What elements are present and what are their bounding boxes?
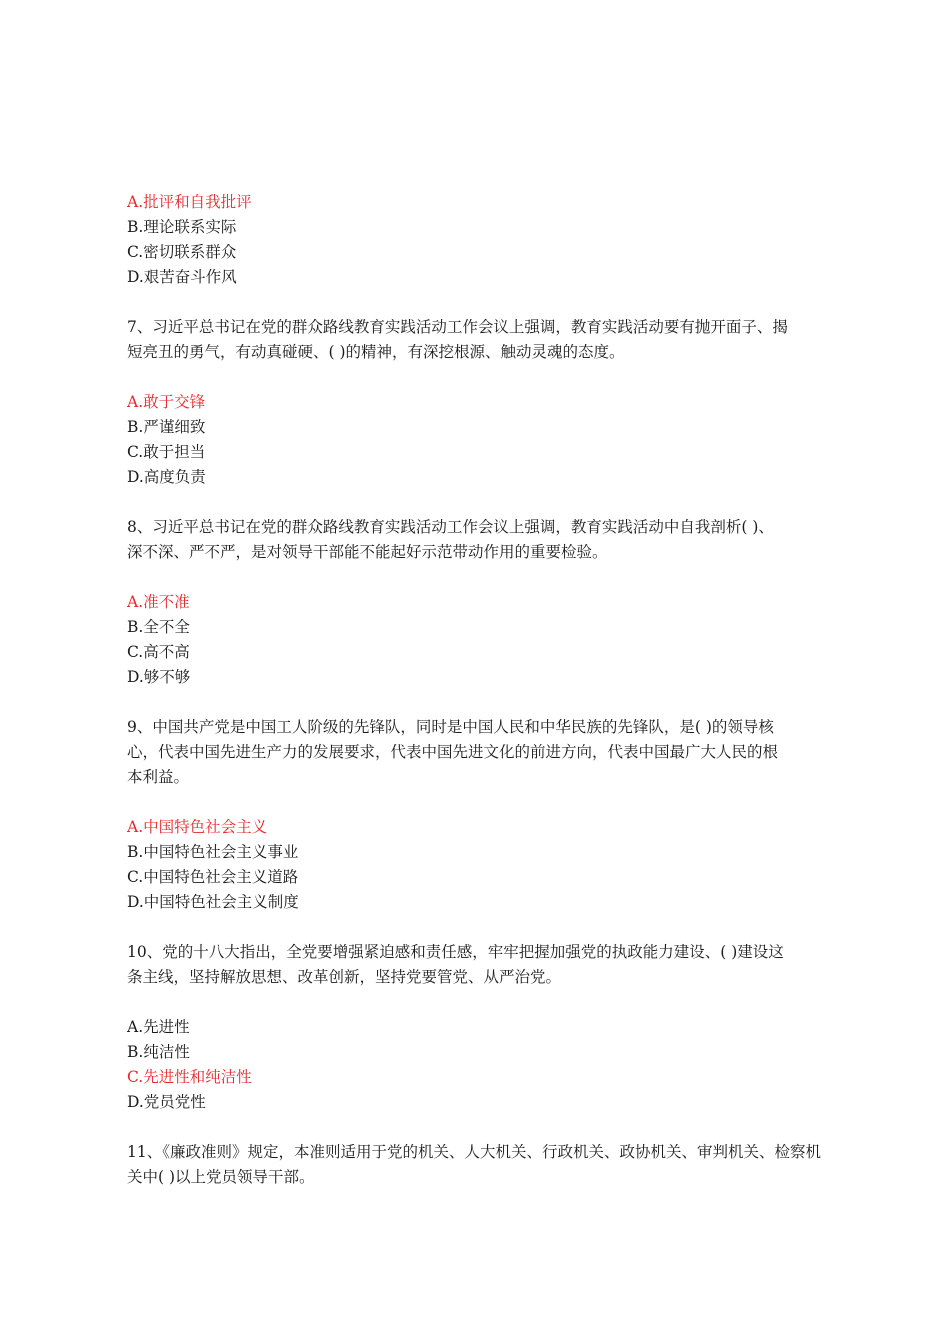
q10-options (127, 1015, 827, 1115)
q10-question-line: 10、党的十八大指出，全党要增强紧迫感和责任感，牢牢把握加强党的执政能力建设、( )建设这 (127, 943, 784, 961)
q9-options (127, 815, 827, 915)
q8-question-line: 深不深、严不严，是对领导干部能不能起好示范带动作用的重要检验。 (127, 543, 608, 561)
q9-option-b: B.中国特色社会主义事业 (127, 843, 299, 861)
q10-option-b: B.纯洁性 (127, 1043, 190, 1061)
q6-option-d: D.艰苦奋斗作风 (127, 268, 237, 286)
q7-options (127, 390, 827, 490)
q6-options (127, 190, 827, 290)
q9-option-c: C.中国特色社会主义道路 (127, 868, 299, 886)
document-page (127, 190, 827, 1190)
q9-option-a: A.中国特色社会主义 (127, 818, 268, 836)
q8-option-c: C.高不高 (127, 643, 190, 661)
q7-option-a: A.敢于交锋 (127, 393, 206, 411)
q7-question-line: 7、习近平总书记在党的群众路线教育实践活动工作会议上强调，教育实践活动要有抛开面子、揭 (127, 318, 788, 336)
q9-question-line: 9、中国共产党是中国工人阶级的先锋队，同时是中国人民和中华民族的先锋队，是( )的领导核 (127, 718, 774, 736)
q6-option-a: A.批评和自我批评 (127, 193, 252, 211)
q8-question (127, 515, 827, 565)
q11-question-line: 关中( )以上党员领导干部。 (127, 1168, 315, 1186)
q10-option-c: C.先进性和纯洁性 (127, 1068, 252, 1086)
q11-question-line: 11、《廉政准则》规定，本准则适用于党的机关、人大机关、行政机关、政协机关、审判机关、检察机 (127, 1143, 821, 1161)
q10-question (127, 940, 827, 990)
q10-option-d: D.党员党性 (127, 1093, 206, 1111)
q7-option-c: C.敢于担当 (127, 443, 206, 461)
q9-option-d: D.中国特色社会主义制度 (127, 893, 299, 911)
q6-option-b: B.理论联系实际 (127, 218, 237, 236)
q9-question (127, 715, 827, 790)
q8-option-a: A.准不准 (127, 593, 190, 611)
q10-question-line: 条主线，坚持解放思想、改革创新，坚持党要管党、从严治党。 (127, 968, 562, 986)
q8-option-b: B.全不全 (127, 618, 190, 636)
q7-question-line: 短亮丑的勇气，有动真碰硬、( )的精神，有深挖根源、触动灵魂的态度。 (127, 343, 625, 361)
q7-option-b: B.严谨细致 (127, 418, 206, 436)
q9-question-line: 心，代表中国先进生产力的发展要求，代表中国先进文化的前进方向，代表中国最广大人民的根 (127, 743, 779, 761)
q7-question (127, 315, 827, 365)
q10-option-a: A.先进性 (127, 1018, 190, 1036)
q8-option-d: D.够不够 (127, 668, 191, 686)
q6-option-c: C.密切联系群众 (127, 243, 237, 261)
q8-options (127, 590, 827, 690)
q11-question (127, 1140, 827, 1190)
q9-question-line: 本利益。 (127, 768, 190, 786)
q7-option-d: D.高度负责 (127, 468, 206, 486)
q8-question-line: 8、习近平总书记在党的群众路线教育实践活动工作会议上强调，教育实践活动中自我剖析( )、 (127, 518, 774, 536)
